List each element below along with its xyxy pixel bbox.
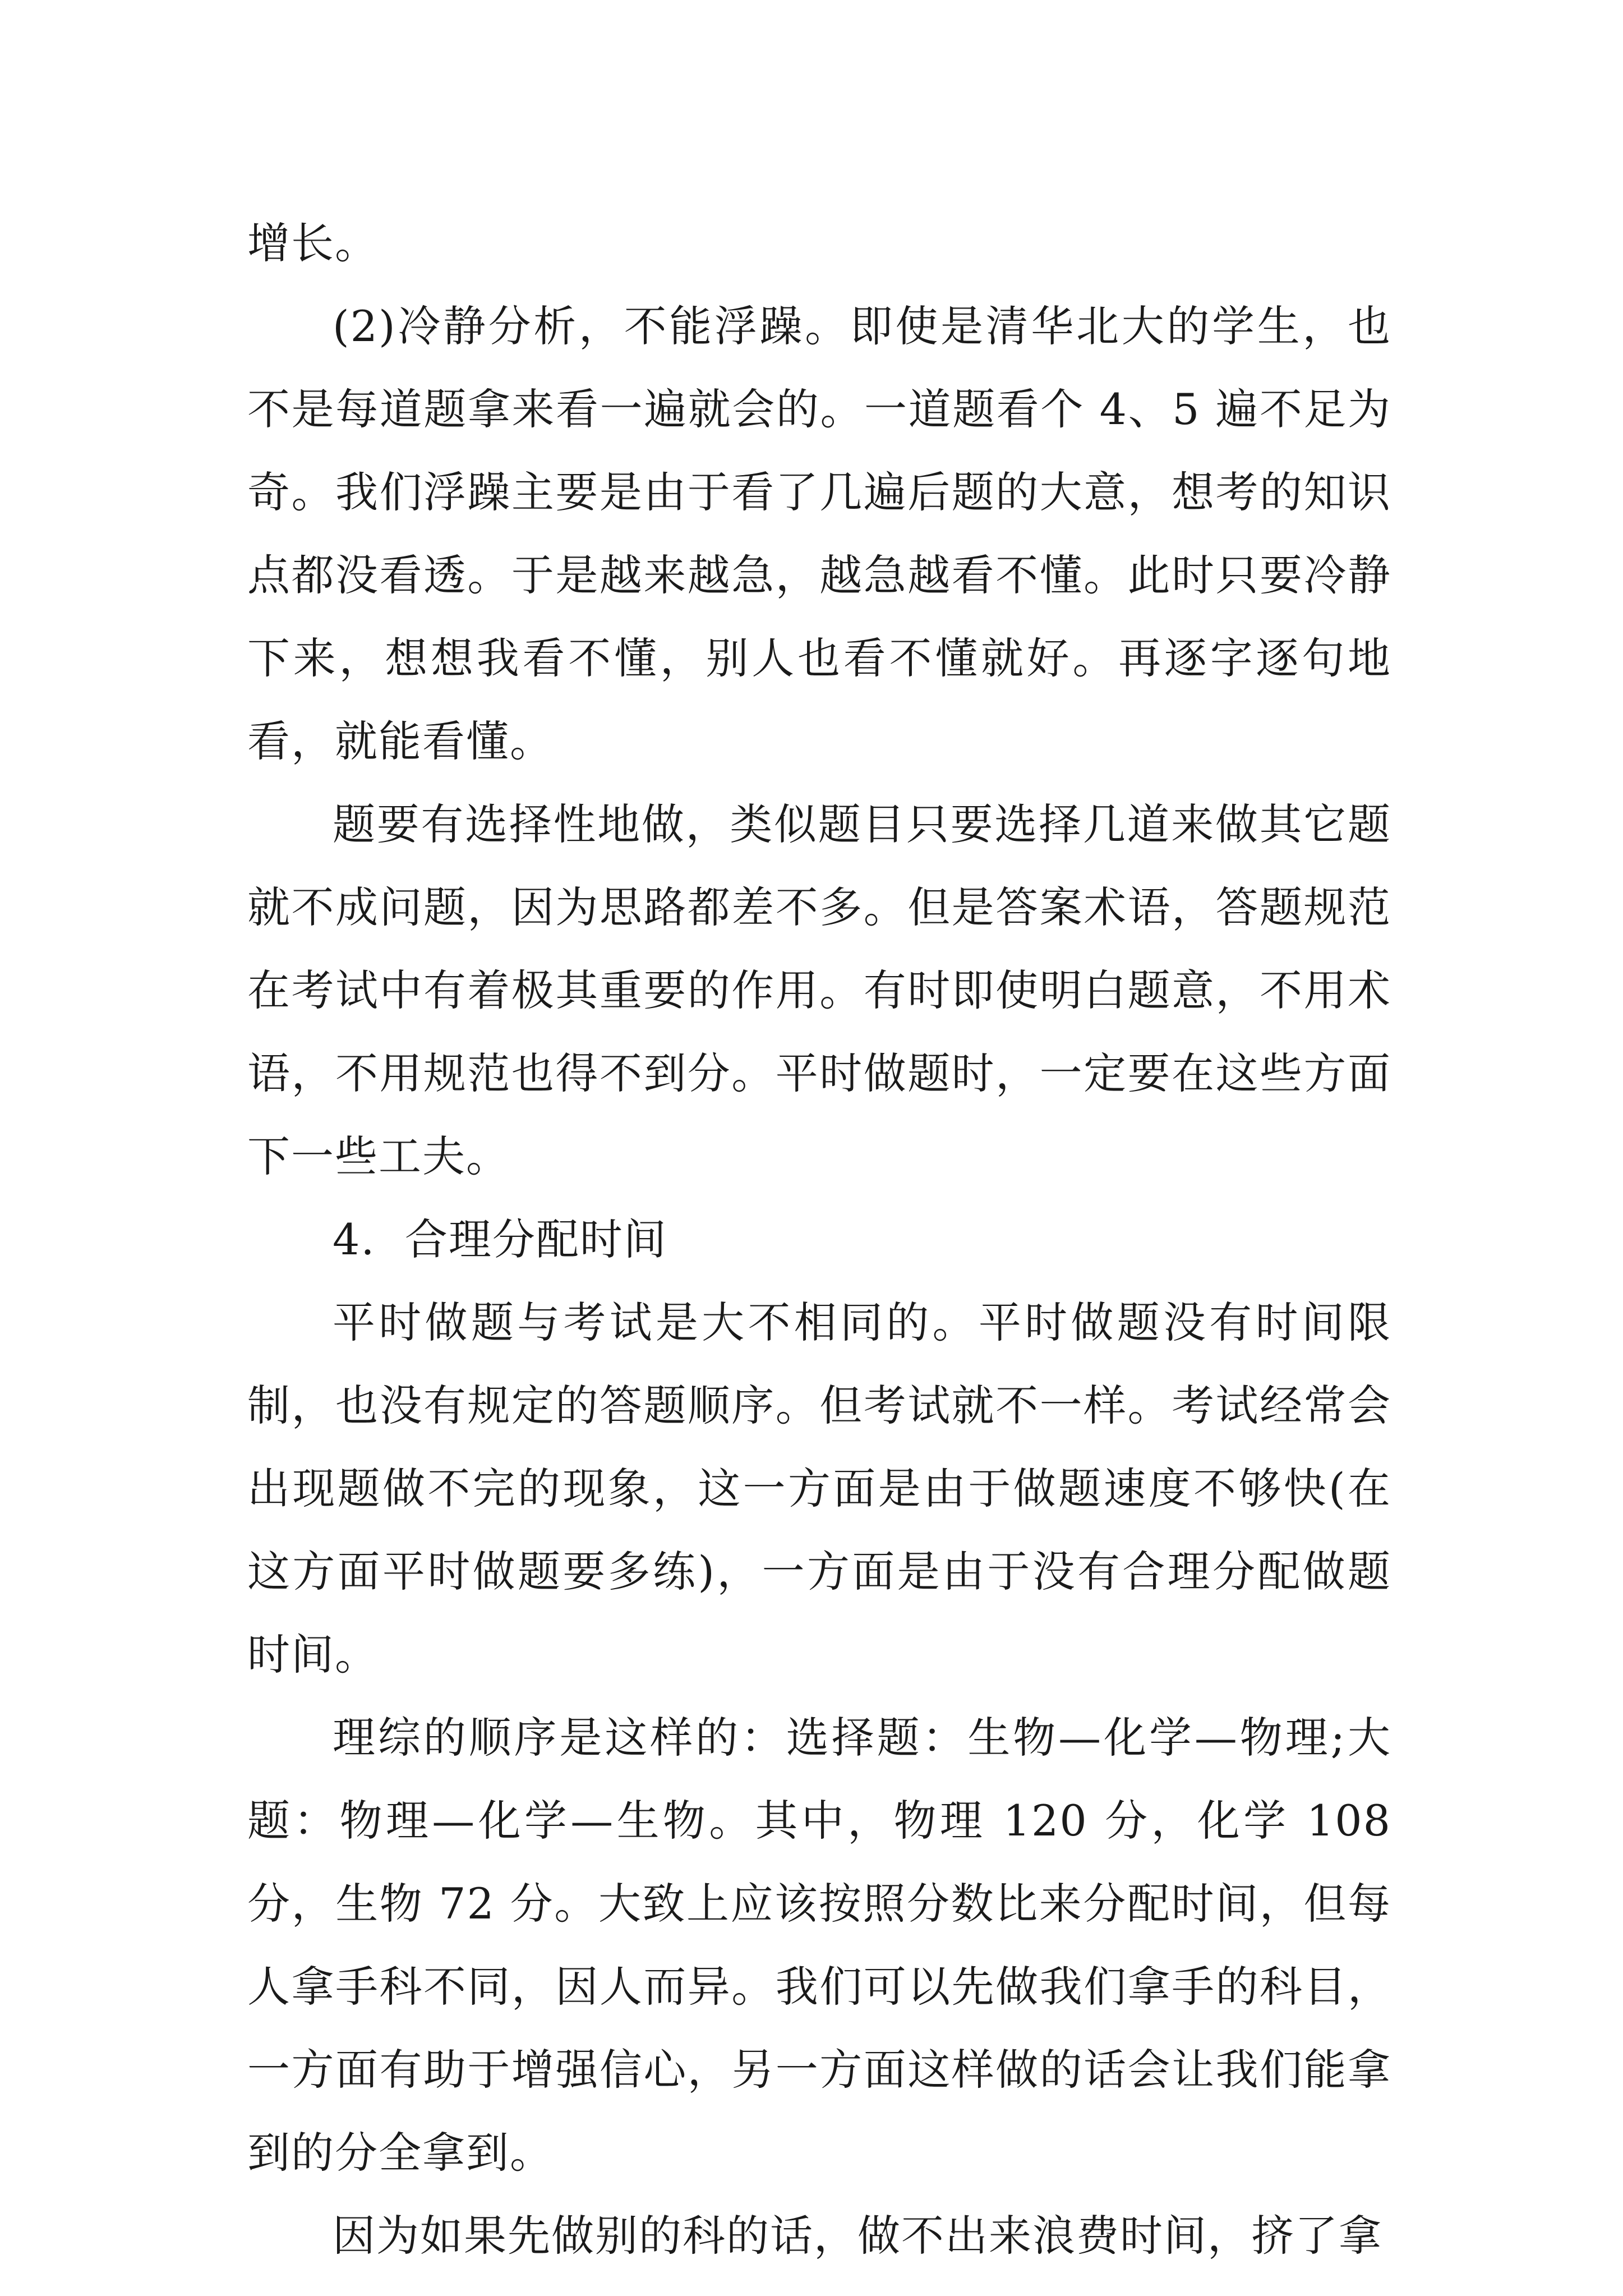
paragraph-exam-vs-practice: 平时做题与考试是大不相同的。平时做题没有时间限制，也没有规定的答题顺序。但考试就不一样。考试经常会出现题做不完的现象，这一方面是由于做题速度不够快(在这方面平时做题要多练)，一方面是由于没有合理分配做题时间。 (247, 1297, 1391, 1680)
paragraph-continuation: 增长。 (247, 218, 379, 268)
paragraph-selective-practice: 题要有选择性地做，类似题目只要选择几道来做其它题就不成问题，因为思路都差不多。但是答案术语，答题规范在考试中有着极其重要的作用。有时即使明白题意，不用术语，不用规范也得不到分。平时做题时，一定要在这些方面下一些工夫。 (247, 799, 1391, 1181)
paragraph-subject-order: 理综的顺序是这样的：选择题：生物—化学—物理;大题：物理—化学—生物。其中，物理 120 分，化学 108 分，生物 72 分。大致上应该按照分数比来分配时间，但每人拿手科不同，因人而异。我们可以先做我们拿手的科目，一方面有助于增强信心，另一方面这样做的话会让我们能拿到的分全拿到。 (247, 1713, 1391, 2178)
paragraph-reason: 因为如果先做别的科的话，做不出来浪费时间，挤了拿 (333, 2211, 1382, 2261)
paragraph-calm-analysis: (2)冷静分析，不能浮躁。即使是清华北大的学生，也不是每道题拿来看一遍就会的。一道题看个 4、5 遍不足为奇。我们浮躁主要是由于看了几遍后题的大意，想考的知识点都没看透。于是越来越急，越急越看不懂。此时只要冷静下来，想想我看不懂，别人也看不懂就好。再逐字逐句地看，就能看懂。 (247, 301, 1391, 766)
section-heading: 4. 合理分配时间 (333, 1214, 667, 1264)
body-text (247, 202, 1391, 2277)
